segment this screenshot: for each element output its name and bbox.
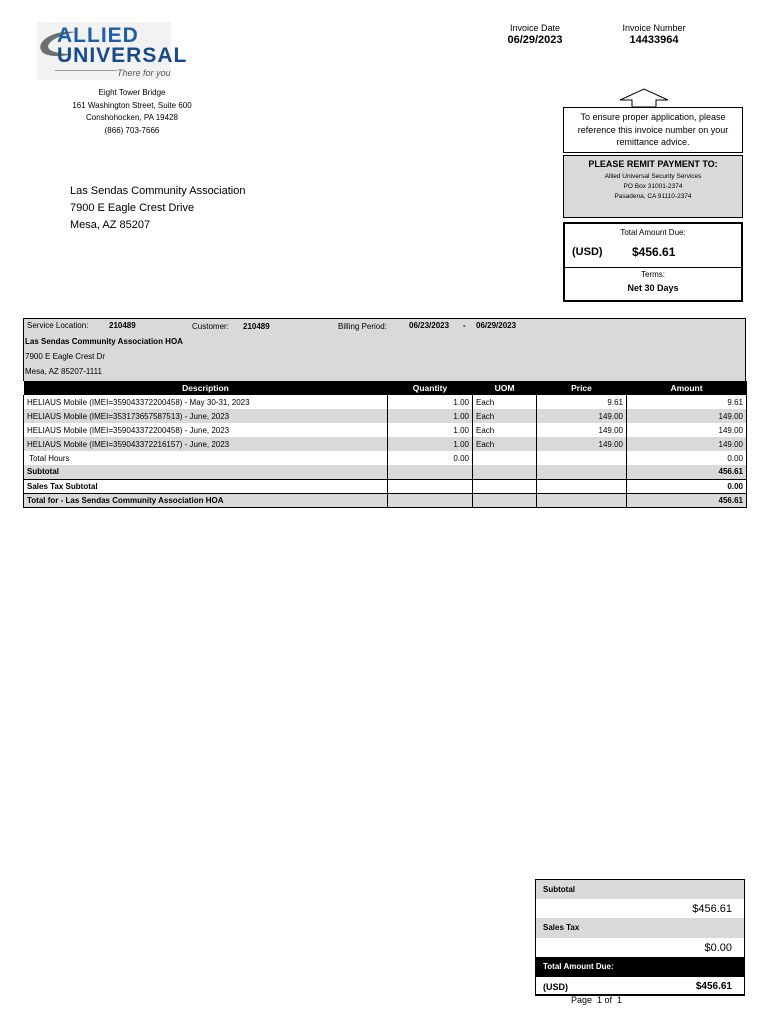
sales-tax-row	[24, 479, 747, 493]
due-amount: $456.61	[632, 245, 676, 259]
due-divider	[565, 267, 741, 268]
line-items-table	[23, 381, 747, 508]
logo-line1: ALLIED	[57, 24, 139, 47]
cell-price: 149.00	[537, 409, 627, 423]
table-row	[24, 423, 747, 437]
cell-quantity	[388, 479, 473, 493]
cell-price	[537, 451, 627, 465]
company-logo	[37, 22, 188, 80]
cell-amount: 0.00	[627, 479, 747, 493]
sender-line: Eight Tower Bridge	[98, 88, 166, 97]
cell-quantity	[388, 465, 473, 479]
terms-value: Net 30 Days	[627, 283, 679, 293]
cell-quantity: 1.00	[388, 423, 473, 437]
cell-amount: 456.61	[627, 493, 747, 507]
note-line: remittance advice.	[616, 137, 690, 147]
summary-currency: (USD)	[543, 981, 568, 992]
summary-tax-label: Sales Tax	[543, 923, 580, 932]
logo-line2: UNIVERSAL	[57, 44, 188, 67]
cell-amount: 0.00	[627, 451, 747, 465]
summary-total-label: Total Amount Due:	[543, 962, 614, 971]
cell-uom: Each	[473, 395, 537, 409]
service-address1: 7900 E Eagle Crest Dr	[25, 352, 106, 361]
remit-line: Allied Universal Security Services	[604, 173, 702, 180]
cell-price: 149.00	[537, 437, 627, 451]
table-row	[24, 395, 747, 409]
col-header-description: Description	[24, 381, 388, 395]
table-row	[24, 409, 747, 423]
amount-due-box	[563, 222, 743, 302]
col-header-uom: UOM	[473, 381, 537, 395]
cell-uom	[473, 493, 537, 507]
note-line: reference this invoice number on your	[577, 124, 729, 135]
terms-label: Terms:	[641, 270, 665, 279]
customer-id: 210489	[243, 322, 270, 331]
table-header-row	[24, 381, 747, 395]
cell-amount: 456.61	[627, 465, 747, 479]
cell-uom	[473, 479, 537, 493]
table-row	[24, 437, 747, 451]
cell-description: Total for - Las Sendas Community Association HOA	[24, 493, 388, 507]
col-header-amount: Amount	[627, 381, 747, 395]
summary-total: $456.61	[695, 980, 732, 992]
cell-amount: 149.00	[627, 423, 747, 437]
total-row	[24, 493, 747, 507]
cell-uom: Each	[473, 409, 537, 423]
col-header-price: Price	[537, 381, 627, 395]
service-name: Las Sendas Community Association HOA	[25, 337, 183, 346]
col-header-quantity: Quantity	[388, 381, 473, 395]
customer-label: Customer:	[192, 322, 229, 331]
subtotal-row	[24, 465, 747, 479]
cell-quantity	[388, 493, 473, 507]
recipient-line: 7900 E Eagle Crest Drive	[70, 202, 195, 214]
billing-from: 06/23/2023	[409, 321, 450, 330]
invoice-date-label: Invoice Date	[509, 23, 561, 33]
summary-total-row	[535, 977, 745, 997]
cell-amount: 149.00	[627, 437, 747, 451]
summary-total-label-row	[535, 957, 745, 977]
summary-tax: $0.00	[704, 941, 732, 954]
cell-quantity: 1.00	[388, 437, 473, 451]
cell-quantity: 0.00	[388, 451, 473, 465]
summary-tax-row	[535, 938, 745, 958]
cell-uom	[473, 465, 537, 479]
summary-subtotal: $456.61	[692, 902, 732, 915]
cell-description: HELIAUS Mobile (IMEI=359043372200458) - May 30-31, 2023	[24, 395, 388, 409]
cell-description: Sales Tax Subtotal	[24, 479, 388, 493]
cell-description: HELIAUS Mobile (IMEI=359043372200458) - June, 2023	[24, 423, 388, 437]
cell-uom: Each	[473, 437, 537, 451]
sender-line: Conshohocken, PA 19428	[86, 113, 178, 122]
cell-description: Total Hours	[24, 451, 388, 465]
summary-tax-label-row	[535, 918, 745, 938]
cell-quantity: 1.00	[388, 409, 473, 423]
cell-quantity: 1.00	[388, 395, 473, 409]
recipient-address	[70, 183, 245, 234]
cell-uom	[473, 451, 537, 465]
invoice-date: 06/29/2023	[507, 34, 563, 46]
cell-amount: 9.61	[627, 395, 747, 409]
remit-title: PLEASE REMIT PAYMENT TO:	[588, 159, 718, 169]
service-location: 210489	[109, 321, 136, 330]
cell-price	[537, 479, 627, 493]
sender-line: (866) 703-7666	[104, 125, 160, 135]
invoice-number: 14433964	[629, 34, 679, 46]
due-label: Total Amount Due:	[620, 228, 686, 237]
table-row	[24, 451, 747, 465]
invoice-number-label: Invoice Number	[622, 23, 686, 33]
sender-line: 161 Washington Street, Suite 600	[72, 100, 192, 110]
cell-price: 9.61	[537, 395, 627, 409]
logo-tagline: There for you	[117, 68, 171, 78]
billing-period-label: Billing Period:	[338, 322, 387, 331]
remittance-note	[563, 107, 743, 153]
service-location-block	[23, 318, 746, 381]
remit-line: PO Box 31001-2374	[623, 183, 683, 190]
cell-description: HELIAUS Mobile (IMEI=353173657587513) - June, 2023	[24, 409, 388, 423]
summary-subtotal-row	[535, 899, 745, 919]
page-number: Page 1 of 1	[571, 995, 623, 1005]
cell-amount: 149.00	[627, 409, 747, 423]
summary-subtotal-label-row	[535, 879, 745, 899]
cell-price	[537, 465, 627, 479]
cell-description: Subtotal	[24, 465, 388, 479]
cell-uom: Each	[473, 423, 537, 437]
cell-price	[537, 493, 627, 507]
note-line: To ensure proper application, please	[580, 112, 726, 122]
remit-payment-box	[563, 155, 743, 218]
billing-dash: -	[463, 321, 466, 330]
recipient-line: Mesa, AZ 85207	[70, 219, 151, 231]
remit-line: Pasadena, CA 91110-2374	[614, 193, 692, 200]
service-location-label: Service Location:	[27, 321, 89, 330]
logo-rule	[55, 70, 117, 71]
billing-to: 06/29/2023	[476, 321, 517, 330]
due-currency: (USD)	[572, 246, 603, 258]
cell-price: 149.00	[537, 423, 627, 437]
summary-subtotal-label: Subtotal	[543, 885, 575, 894]
sender-address	[37, 87, 227, 137]
service-address2: Mesa, AZ 85207-1111	[25, 367, 102, 376]
arrow-up-icon	[616, 88, 672, 108]
recipient-line: Las Sendas Community Association	[70, 185, 246, 197]
summary-box	[535, 879, 745, 996]
cell-description: HELIAUS Mobile (IMEI=359043372216157) - June, 2023	[24, 437, 388, 451]
